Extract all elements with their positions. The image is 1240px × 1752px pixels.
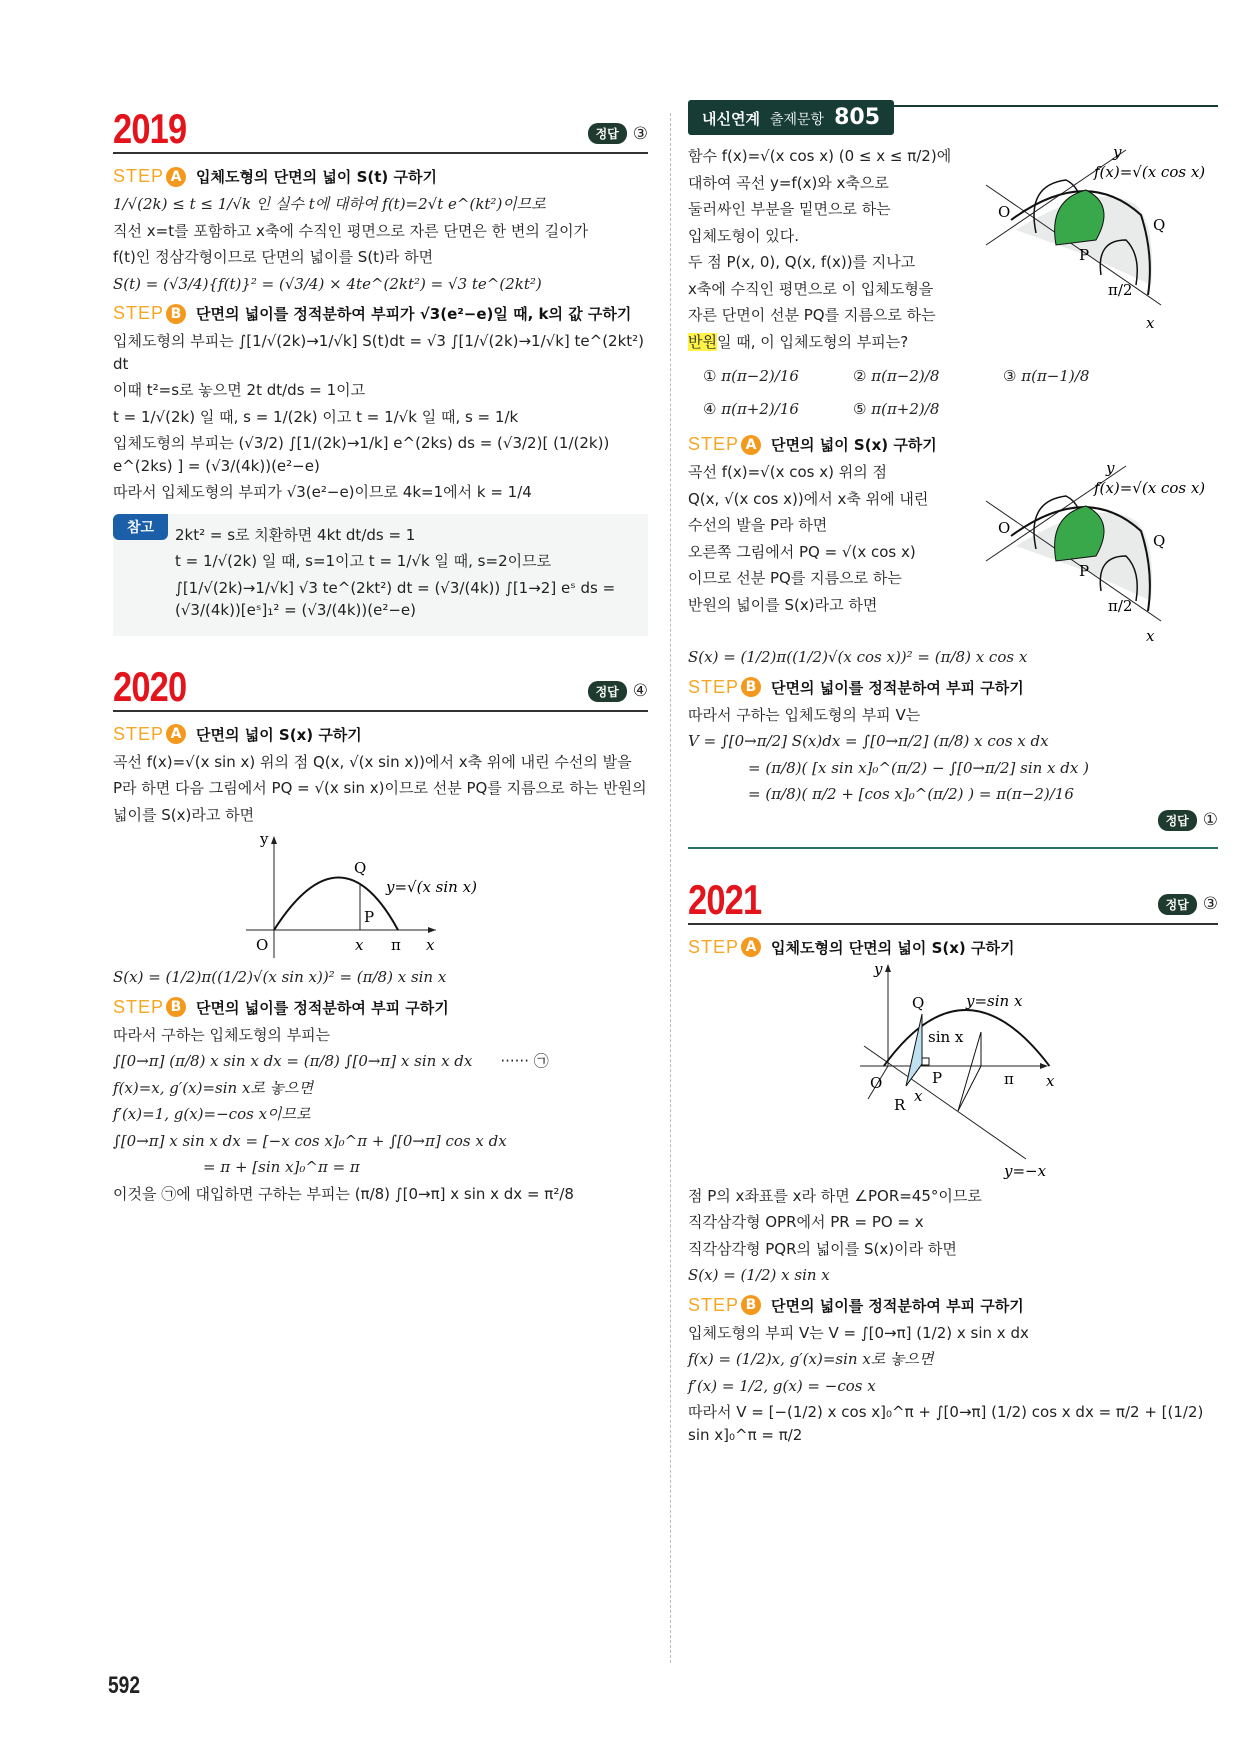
step-label: STEP bbox=[688, 936, 740, 957]
q-label: Q bbox=[1153, 532, 1166, 550]
question-line: 함수 f(x)=√(x cos x) (0 ≤ x ≤ π/2)에 bbox=[688, 147, 952, 165]
step-title: 입체도형의 단면의 넓이 S(x) 구하기 bbox=[771, 938, 1015, 957]
question-label: 출제문항 bbox=[769, 112, 825, 128]
option-value: π(π−2)/8 bbox=[871, 367, 940, 385]
triangle-solid-graph bbox=[836, 964, 1071, 1179]
highlight-cross-section bbox=[1055, 506, 1104, 561]
highlight-cross-section bbox=[1055, 190, 1104, 245]
answer-805-row bbox=[688, 810, 1218, 839]
origin-label: O bbox=[869, 1073, 882, 1092]
section-2021-header bbox=[688, 871, 1218, 925]
step-title: 단면의 넓이 S(x) 구하기 bbox=[771, 436, 937, 454]
step-a-2020 bbox=[113, 724, 648, 745]
half-pi-label: π/2 bbox=[1108, 597, 1133, 615]
text-line: 직각삼각형 OPR에서 PR = PO = x bbox=[688, 1213, 924, 1231]
note-line: ∫[1/√(2k)→1/√k] √3 te^(2kt²) dt = (√3/(4k)) ∫[1→2] eˢ ds = (√3/(4k))[eˢ]₁² = (√3/(4k))(e²−e) bbox=[175, 578, 616, 619]
formula-line: S(x) = (1/2)π((1/2)√(x cos x))² = (π/8) x cos x bbox=[688, 648, 1028, 666]
option-2[interactable] bbox=[853, 365, 1003, 388]
text-line: 이것을 ㉠에 대입하면 구하는 부피는 (π/8) ∫[0→π] x sin x dx = π²/8 bbox=[113, 1184, 574, 1203]
step-letter: B bbox=[741, 1295, 761, 1315]
question-header-row bbox=[688, 100, 1218, 135]
formula-row bbox=[113, 1050, 648, 1077]
note-tag: 참고 bbox=[113, 514, 168, 540]
line-label: y=−x bbox=[1003, 1161, 1046, 1179]
step-letter: A bbox=[166, 724, 186, 744]
step-title: 단면의 넓이를 정적분하여 부피 구하기 bbox=[771, 678, 1024, 697]
step-b-2021 bbox=[688, 1295, 1218, 1316]
text-line: 따라서 구하는 입체도형의 부피는 bbox=[113, 1025, 331, 1044]
curve-label: y=sin x bbox=[965, 991, 1022, 1010]
p-label: P bbox=[931, 1068, 942, 1087]
section-2019-header bbox=[113, 100, 648, 154]
equation-marker: ······ ㉠ bbox=[500, 1052, 549, 1070]
y-axis-arrow-icon bbox=[885, 964, 891, 972]
x-label: x bbox=[1146, 314, 1155, 332]
question-line: 두 점 P(x, 0), Q(x, f(x))를 지나고 bbox=[688, 253, 916, 271]
p-label: P bbox=[363, 908, 374, 926]
text-line: 입체도형의 부피 V는 V = ∫[0→π] (1/2) x sin x dx bbox=[688, 1323, 1029, 1342]
question-line: x축에 수직인 평면으로 이 입체도형을 bbox=[688, 279, 934, 298]
curve-label: f(x)=√(x cos x) bbox=[1094, 479, 1206, 497]
y-axis-arrow-icon bbox=[271, 836, 277, 844]
sine-curve bbox=[883, 1010, 1049, 1066]
section-2020-header bbox=[113, 658, 648, 712]
q-label: Q bbox=[911, 993, 924, 1012]
formula-line: ∫[0→π] x sin x dx = [−x cos x]₀^π + ∫[0→π] cos x dx bbox=[113, 1131, 507, 1150]
half-pi-label: π/2 bbox=[1108, 281, 1133, 299]
right-angle-mark bbox=[922, 1058, 929, 1065]
text-line: 반원의 넓이를 S(x)라고 하면 bbox=[688, 595, 878, 614]
figure-wrap bbox=[688, 964, 1218, 1179]
step-b-2020 bbox=[113, 997, 648, 1018]
question-header bbox=[688, 100, 894, 135]
question-line: 대하여 곡선 y=f(x)와 x축으로 bbox=[688, 173, 889, 192]
answer-badge: 정답 bbox=[1158, 894, 1197, 915]
formula-line: ∫[0→π] (π/8) x sin x dx = (π/8) ∫[0→π] x sin x dx bbox=[113, 1052, 473, 1070]
x-label: x bbox=[1045, 1071, 1054, 1090]
option-3[interactable] bbox=[1003, 365, 1153, 388]
answer-badge: 정답 bbox=[588, 681, 627, 702]
curve-label: y=√(x sin x) bbox=[385, 878, 477, 896]
highlighted-word: 반원 bbox=[688, 332, 717, 351]
step-label: STEP bbox=[113, 303, 165, 323]
curve-label: f(x)=√(x cos x) bbox=[1094, 163, 1206, 181]
note-box bbox=[113, 514, 648, 636]
origin-label: O bbox=[998, 519, 1011, 537]
step-letter: B bbox=[741, 677, 761, 697]
question-line: 입체도형이 있다. bbox=[688, 226, 799, 245]
step-label: STEP bbox=[113, 996, 165, 1017]
text-line: 직각삼각형 PQR의 넓이를 S(x)이라 하면 bbox=[688, 1239, 957, 1258]
answer-2021 bbox=[1158, 894, 1218, 923]
step-letter: B bbox=[166, 997, 186, 1017]
answer-805 bbox=[1158, 810, 1218, 839]
step-title: 단면의 넓이 S(x) 구하기 bbox=[196, 725, 362, 744]
step-title: 입체도형의 단면의 넓이 S(t) 구하기 bbox=[196, 168, 437, 186]
text-line: 이때 t²=s로 놓으면 2t dt/ds = 1이고 bbox=[113, 381, 366, 399]
step-label: STEP bbox=[113, 166, 165, 186]
option-number: ⑤ bbox=[853, 399, 867, 418]
text-line: P라 하면 다음 그림에서 PQ = √(x sin x)이므로 선분 PQ를 지름으로 하는 반원의 bbox=[113, 779, 647, 797]
x-axis-arrow-icon bbox=[428, 927, 436, 933]
text-line: t = 1/√(2k) 일 때, s = 1/(2k) 이고 t = 1/√k 일 때, s = 1/k bbox=[113, 407, 519, 426]
note-line: t = 1/√(2k) 일 때, s=1이고 t = 1/√k 일 때, s=2이므로 bbox=[175, 552, 552, 570]
answer-value: ④ bbox=[632, 681, 648, 701]
formula-line: = (π/8)( π/2 + [cos x]₀^(π/2) ) = π(π−2)/16 bbox=[748, 785, 1074, 803]
text-line: 직선 x=t를 포함하고 x축에 수직인 평면으로 자른 단면은 한 변의 길이가 bbox=[113, 221, 589, 240]
solid-figure-solution bbox=[976, 461, 1216, 646]
solid-figure bbox=[976, 145, 1216, 335]
x-label: x bbox=[425, 936, 434, 954]
sinx-label: sin x bbox=[927, 1027, 963, 1046]
x-value-label: x bbox=[913, 1086, 922, 1105]
xsinx-graph bbox=[246, 830, 516, 960]
question-line: 자른 단면이 선분 PQ를 지름으로 하는 bbox=[688, 306, 936, 324]
text-line: 따라서 V = [−(1/2) x cos x]₀^π + ∫[0→π] (1/2) cos x dx = π/2 + [(1/2) sin x]₀^π = π/2 bbox=[688, 1403, 1204, 1444]
year-2019-title: 2019 bbox=[113, 105, 187, 152]
formula-line: f′(x)=1, g(x)=−cos x이므로 bbox=[113, 1105, 311, 1123]
question-number: 805 bbox=[834, 105, 881, 130]
column-divider bbox=[670, 113, 671, 1663]
option-value: π(π−2)/16 bbox=[721, 367, 799, 385]
formula-line: f(x)=x, g′(x)=sin x로 놓으면 bbox=[113, 1078, 314, 1097]
x-value-label: x bbox=[354, 936, 363, 954]
origin-label: O bbox=[255, 936, 268, 954]
answer-value: ③ bbox=[1202, 894, 1218, 914]
pi-label: π bbox=[390, 936, 401, 954]
option-value: π(π+2)/16 bbox=[721, 399, 799, 418]
q-label: Q bbox=[353, 859, 366, 877]
formula-line: f(x) = (1/2)x, g′(x)=sin x로 놓으면 bbox=[688, 1350, 934, 1368]
option-number: ④ bbox=[703, 399, 717, 418]
question-line: 둘러싸인 부분을 밑면으로 하는 bbox=[688, 200, 891, 218]
options bbox=[703, 365, 1218, 420]
p-label: P bbox=[1079, 562, 1090, 580]
pi-label: π bbox=[1003, 1069, 1014, 1088]
text-line: 점 P의 x좌표를 x라 하면 ∠POR=45°이므로 bbox=[688, 1186, 982, 1205]
option-number: ③ bbox=[1003, 367, 1017, 385]
step-label: STEP bbox=[688, 434, 740, 454]
text-line: 넓이를 S(x)라고 하면 bbox=[113, 805, 255, 824]
x-label: x bbox=[1146, 627, 1155, 645]
question-tag: 내신연계 bbox=[702, 110, 760, 128]
y-label: y bbox=[259, 830, 268, 848]
answer-value: ③ bbox=[632, 123, 648, 144]
text-line: 따라서 입체도형의 부피가 √3(e²−e)이므로 4k=1에서 k = 1/4 bbox=[113, 483, 532, 501]
solution-body bbox=[688, 461, 1218, 646]
left-column bbox=[113, 100, 648, 1209]
text-line: 따라서 구하는 입체도형의 부피 V는 bbox=[688, 705, 921, 724]
option-4[interactable] bbox=[703, 398, 853, 421]
text-line: 이므로 선분 PQ를 지름으로 하는 bbox=[688, 569, 902, 587]
step-a-805 bbox=[688, 434, 1218, 455]
step-a-2019 bbox=[113, 166, 648, 187]
step-b-2019 bbox=[113, 303, 648, 324]
year-2020-title: 2020 bbox=[113, 662, 187, 710]
step-letter: A bbox=[741, 937, 761, 957]
text-line: f(t)인 정삼각형이므로 단면의 넓이를 S(t)라 하면 bbox=[113, 248, 434, 266]
r-label: R bbox=[893, 1095, 905, 1114]
y-label: y bbox=[1106, 461, 1115, 477]
step-title: 단면의 넓이를 정적분하여 부피 구하기 bbox=[196, 998, 449, 1017]
option-value: π(π−1)/8 bbox=[1021, 367, 1090, 385]
step-title: 단면의 넓이를 정적분하여 부피 구하기 bbox=[771, 1296, 1024, 1315]
formula-line: f′(x) = 1/2, g(x) = −cos x bbox=[688, 1376, 876, 1395]
header-rule bbox=[894, 105, 1218, 107]
answer-value: ① bbox=[1202, 810, 1218, 830]
question-text bbox=[688, 145, 968, 357]
section-rule bbox=[688, 847, 1218, 849]
formula-line: S(x) = (1/2)π((1/2)√(x sin x))² = (π/8) x sin x bbox=[113, 968, 447, 986]
question-body bbox=[688, 145, 1218, 357]
origin-label: O bbox=[998, 203, 1011, 221]
step-title: 단면의 넓이를 정적분하여 부피가 √3(e²−e)일 때, k의 값 구하기 bbox=[196, 305, 632, 323]
option-1[interactable] bbox=[703, 365, 853, 388]
text-line: 입체도형의 부피는 ∫[1/√(2k)→1/√k] S(t)dt = √3 ∫[1/√(2k)→1/√k] te^(2kt²) dt bbox=[113, 332, 645, 373]
answer-2019 bbox=[588, 123, 648, 152]
text-line: 곡선 f(x)=√(x sin x) 위의 점 Q(x, √(x sin x))에서 x축 위에 내린 수선의 발을 bbox=[113, 752, 632, 771]
formula-line: V = ∫[0→π/2] S(x)dx = ∫[0→π/2] (π/8) x cos x dx bbox=[688, 732, 1049, 750]
step-a-2021 bbox=[688, 937, 1218, 958]
note-line: 2kt² = s로 치환하면 4kt dt/ds = 1 bbox=[175, 525, 416, 544]
formula-line: = π + [sin x]₀^π = π bbox=[203, 1158, 360, 1176]
option-number: ① bbox=[703, 367, 717, 385]
step-label: STEP bbox=[113, 723, 165, 744]
step-letter: A bbox=[741, 435, 761, 455]
step-letter: A bbox=[166, 167, 186, 187]
text-line: Q(x, √(x cos x))에서 x축 위에 내린 bbox=[688, 489, 929, 508]
option-number: ② bbox=[853, 367, 867, 385]
step-letter: B bbox=[166, 304, 186, 324]
answer-badge: 정답 bbox=[588, 123, 627, 144]
y-label: y bbox=[1113, 145, 1122, 161]
page-number: 592 bbox=[108, 1672, 141, 1699]
right-column bbox=[688, 100, 1218, 1450]
question-line bbox=[688, 331, 968, 354]
text-line: 오른쪽 그림에서 PQ = √(x cos x) bbox=[688, 542, 916, 561]
option-5[interactable] bbox=[853, 398, 1003, 421]
text-line: 1/√(2k) ≤ t ≤ 1/√k 인 실수 t에 대하여 f(t)=2√t e^(kt²)이므로 bbox=[113, 195, 546, 213]
step-b-805 bbox=[688, 677, 1218, 698]
curve bbox=[274, 878, 398, 931]
formula-line: = (π/8)( [x sin x]₀^(π/2) − ∫[0→π/2] sin x dx ) bbox=[748, 758, 1089, 777]
text-line: 곡선 f(x)=√(x cos x) 위의 점 bbox=[688, 463, 887, 481]
solution-text bbox=[688, 461, 968, 620]
y-label: y bbox=[873, 963, 882, 978]
q-label: Q bbox=[1153, 216, 1166, 234]
step-label: STEP bbox=[688, 676, 740, 697]
answer-badge: 정답 bbox=[1158, 810, 1197, 831]
figure-wrap bbox=[113, 830, 648, 960]
year-2021-title: 2021 bbox=[688, 875, 762, 923]
step-label: STEP bbox=[688, 1294, 740, 1315]
line-y-neg-x bbox=[864, 1046, 1026, 1159]
text-line: 수선의 발을 P라 하면 bbox=[688, 516, 828, 534]
text-line: 입체도형의 부피는 (√3/2) ∫[1/(2k)→1/k] e^(2ks) ds = (√3/2)[ (1/(2k)) e^(2ks) ] = (√3/(4k))(e²−e) bbox=[113, 434, 610, 475]
answer-2020 bbox=[588, 681, 648, 710]
p-label: P bbox=[1079, 246, 1090, 264]
formula-line: S(x) = (1/2) x sin x bbox=[688, 1266, 830, 1284]
question-line-rest: 일 때, 이 입체도형의 부피는? bbox=[716, 332, 909, 351]
formula-line: S(t) = (√3/4){f(t)}² = (√3/4) × 4te^(2kt²) = √3 te^(2kt²) bbox=[113, 274, 542, 293]
option-value: π(π+2)/8 bbox=[871, 399, 940, 418]
